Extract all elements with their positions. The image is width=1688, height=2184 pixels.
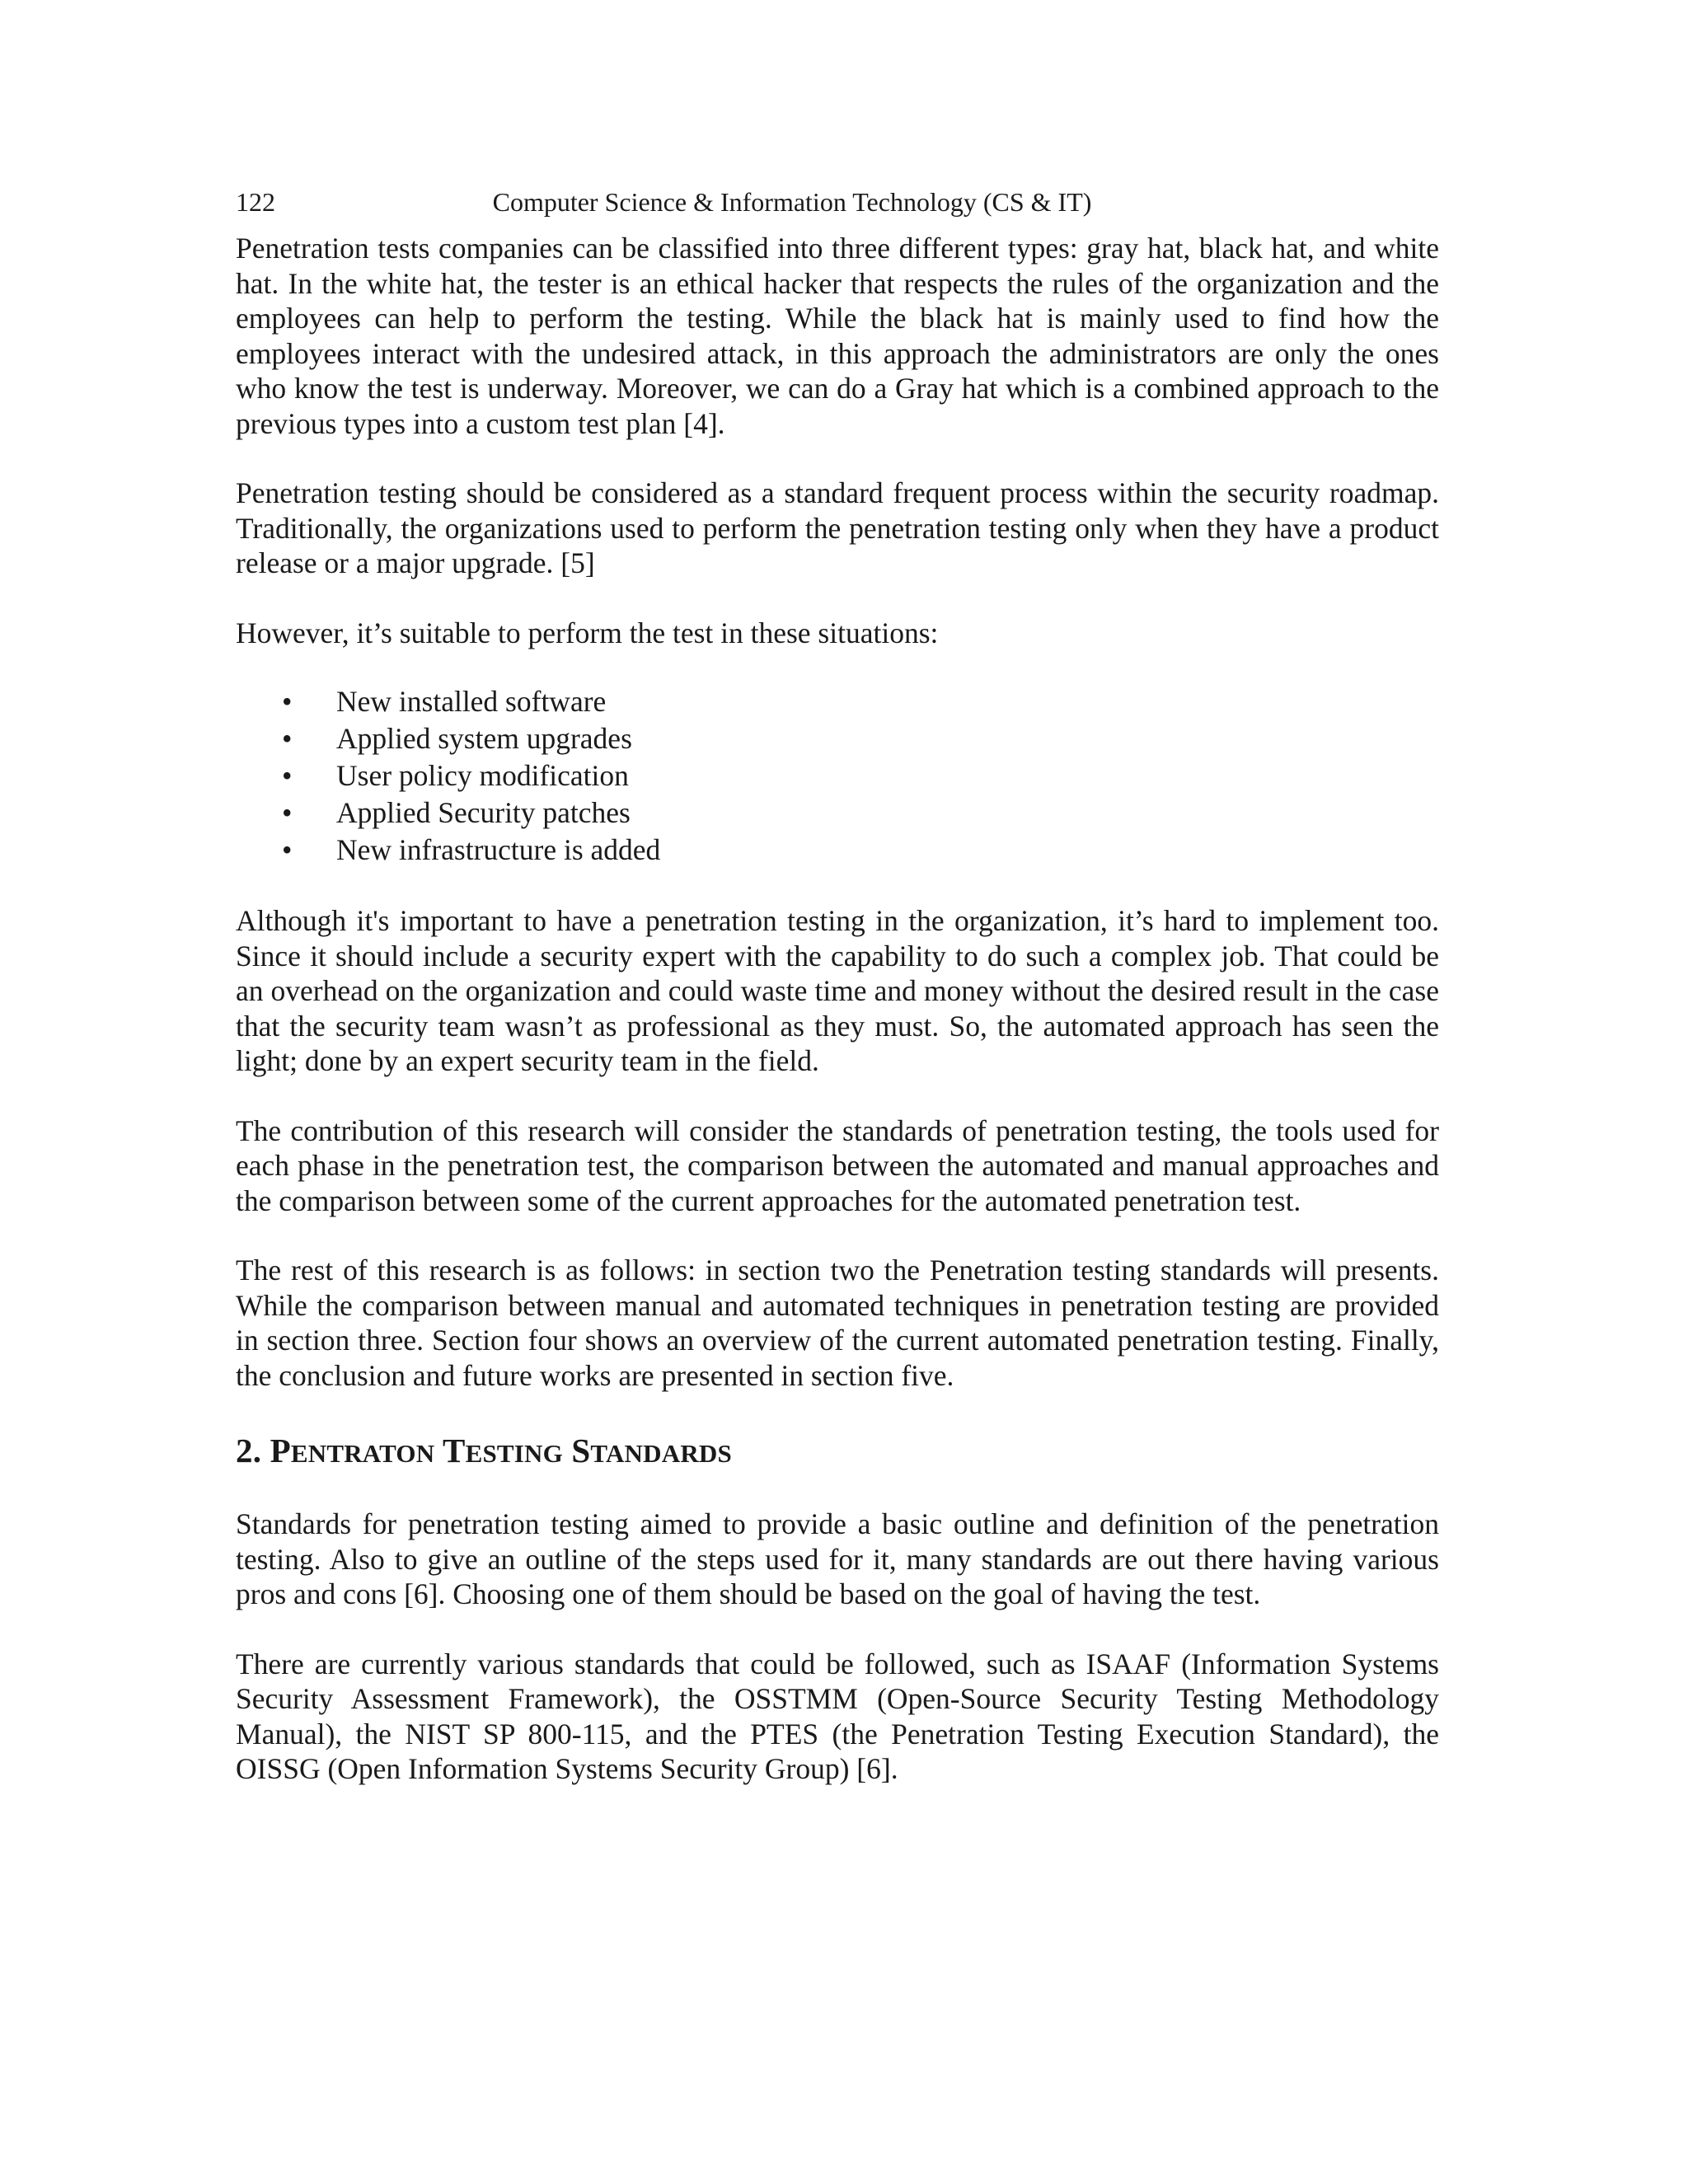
bullet-marker: • — [282, 833, 293, 866]
bullet-marker: • — [282, 685, 293, 718]
list-item — [236, 720, 1439, 757]
section-heading — [236, 1426, 1439, 1479]
list-item-text: Applied Security patches — [336, 796, 631, 829]
bullet-marker: • — [282, 759, 293, 792]
heading-word-rest: ENTRATON — [290, 1439, 435, 1468]
bullet-marker: • — [282, 796, 293, 829]
paragraph-standard-process: Penetration testing should be considered as a standard frequent process within the security roadmap. Traditionally, the organizations used to perform the penetration testing only when they have a product release or a major upgrade. [5] — [236, 476, 1439, 579]
paragraph-standards-list: There are currently various standards that could be followed, such as ISAAF (Information Systems Security Assessment Framework), the OSSTMM (Open-Source Security Testing Methodology Manual), the NIST SP 800-115, and the PTES (the Penetration Testing Execution Standard), the OISSG (Open Information Systems Security Group) [6]. — [236, 1647, 1439, 1785]
situations-list — [236, 683, 1439, 869]
paragraph-contribution: The contribution of this research will consider the standards of penetration testing, the tools used for each phase in the penetration test, the comparison between the automated and manual approaches and the comparison between some of the current approaches for the automated penetration test. — [236, 1113, 1439, 1217]
running-header — [236, 183, 1439, 221]
page-number: 122 — [236, 187, 275, 217]
section-number: 2. — [236, 1432, 262, 1469]
list-item-text: Applied system upgrades — [336, 722, 632, 755]
list-item — [236, 757, 1439, 794]
list-item-text: New infrastructure is added — [336, 833, 661, 866]
paper-page — [236, 183, 1439, 1787]
list-item — [236, 832, 1439, 869]
heading-word-initial: P — [270, 1432, 291, 1469]
bullet-marker: • — [282, 722, 293, 755]
heading-word-rest: TANDARDS — [590, 1439, 732, 1468]
list-item — [236, 683, 1439, 720]
paragraph-paper-outline: The rest of this research is as follows: in section two the Penetration testing standards will presents. While the comparison between manual and automated techniques in penetration testing are provided in section three. Section four shows an overview of the current automated penetration testing. Finally, the conclusion and future works are presented in section five. — [236, 1254, 1439, 1392]
list-item-text: New installed software — [336, 685, 607, 718]
list-item — [236, 794, 1439, 832]
list-item-text: User policy modification — [336, 759, 629, 792]
heading-word-initial: T — [443, 1432, 466, 1469]
paragraph-hat-types: Penetration tests companies can be classified into three different types: gray hat, black hat, and white hat. In the white hat, the tester is an ethical hacker that respects the rules of the organization and the employees can help to perform the testing. While the black hat is mainly used to find how the employees interact with the undesired attack, in this approach the administrators are only the ones who know the test is underway. Moreover, we can do a Gray hat which is a combined approach to the previous types into a custom test plan [4]. — [236, 232, 1439, 440]
paragraph-situations-intro: However, it’s suitable to perform the test in these situations: — [236, 616, 939, 649]
heading-word-initial: S — [571, 1432, 591, 1469]
paragraph-implementation-difficulty: Although it's important to have a penetration testing in the organization, it’s hard to implement too. Since it should include a security expert with the capability to do such a complex job. That could be an overhead on the organization and could waste time and money without the desired result in the case that the security team wasn’t as professional as they must. So, the automated approach has seen the light; done by an expert security team in the field. — [236, 904, 1439, 1077]
paragraph-standards-purpose: Standards for penetration testing aimed to provide a basic outline and definition of the penetration testing. Also to give an outline of the steps used for it, many standards are out there having various pros and cons [6]. Choosing one of them should be based on the goal of having the test. — [236, 1507, 1439, 1610]
heading-word-rest: ESTING — [465, 1439, 563, 1468]
journal-title: Computer Science & Information Technology (CS & IT) — [492, 187, 1092, 217]
